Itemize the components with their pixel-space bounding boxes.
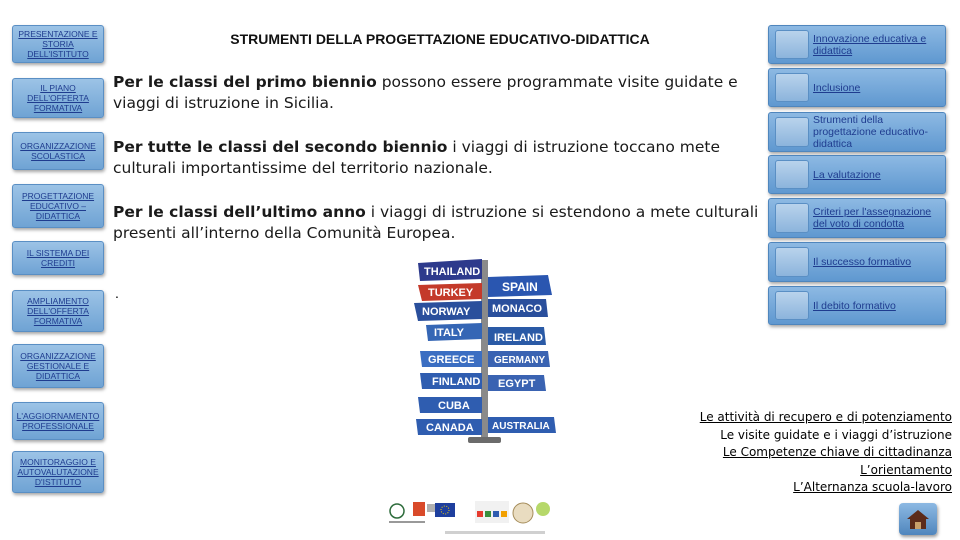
nav-aggiornamento[interactable] [12, 402, 104, 440]
paragraph-bold: Per le classi del primo biennio [113, 73, 377, 91]
paragraph-primo-biennio [113, 72, 763, 114]
button-square-icon [775, 30, 809, 59]
nav-innovazione[interactable] [768, 25, 946, 64]
nav-label: Strumenti della progettazione educativo-didattica [813, 114, 928, 150]
nav-label: AMPLIAMENTO DELL'OFFERTA FORMATIVA [27, 296, 89, 326]
link-visite-guidate[interactable]: Le visite guidate e i viaggi d’istruzione [720, 427, 952, 442]
link-orientamento[interactable]: L’orientamento [860, 462, 952, 477]
svg-text:FINLAND: FINLAND [432, 376, 481, 388]
nav-label: ORGANIZZAZIONE GESTIONALE E DIDATTICA [20, 351, 96, 381]
button-square-icon [775, 73, 809, 102]
button-square-icon [775, 117, 809, 147]
nav-label: Il debito formativo [813, 299, 896, 312]
nav-label: Il successo formativo [813, 256, 912, 268]
nav-presentazione[interactable] [12, 25, 104, 63]
link-competenze-chiave[interactable]: Le Competenze chiave di cittadinanza [722, 445, 952, 459]
nav-label: Criteri per l'assegnazione del voto di condotta [813, 206, 932, 230]
paragraph-secondo-biennio [113, 137, 763, 179]
button-square-icon [775, 291, 809, 320]
nav-progettazione[interactable] [12, 184, 104, 228]
sign-australia [488, 417, 556, 433]
partner-logos [385, 497, 555, 539]
button-square-icon [775, 160, 809, 189]
school-seal-logo [513, 503, 533, 523]
svg-text:SPAIN: SPAIN [502, 280, 538, 294]
sign-spain [488, 275, 552, 297]
sign-cuba [418, 397, 482, 413]
home-icon [899, 503, 937, 535]
nav-label: PRESENTAZIONE E STORIA DELL'ISTITUTO [18, 29, 98, 59]
home-button[interactable] [899, 503, 937, 535]
green-emblem-logo [536, 502, 550, 516]
nav-label: Innovazione educativa e didattica [813, 32, 927, 57]
nav-inclusione[interactable] [768, 68, 946, 107]
nav-label: La valutazione [813, 168, 881, 181]
link-recupero-potenziamento[interactable]: Le attività di recupero e di potenziamento [699, 410, 952, 424]
sign-germany [488, 351, 550, 367]
sign-turkey [418, 283, 482, 301]
nav-ampliamento[interactable] [12, 290, 104, 332]
nav-label: MONITORAGGIO E AUTOVALUTAZIONE D'ISTITUTO [17, 457, 99, 487]
nav-label: IL PIANO DELL'OFFERTA FORMATIVA [27, 83, 89, 113]
nav-organizzazione-gestionale[interactable] [12, 344, 104, 388]
nav-debito-formativo[interactable] [768, 286, 946, 325]
sign-canada [416, 419, 482, 435]
nav-label: IL SISTEMA DEI CREDITI [26, 248, 90, 268]
svg-text:CANADA: CANADA [426, 422, 474, 434]
nav-label: ORGANIZZAZIONE SCOLASTICA [20, 141, 96, 161]
svg-text:THAILAND: THAILAND [424, 266, 481, 278]
sign-egypt [488, 375, 546, 391]
paragraph-text: i viaggi di istruzione toccano mete culturali importantissime del territorio nazionale. [113, 138, 721, 177]
nav-successo-formativo[interactable] [768, 242, 946, 282]
svg-text:ITALY: ITALY [434, 327, 464, 339]
paragraph-bold: Per le classi dell’ultimo anno [113, 203, 366, 221]
svg-text:IRELAND: IRELAND [494, 332, 543, 344]
nav-sistema-crediti[interactable] [12, 241, 104, 275]
signpost-pole [481, 260, 488, 442]
button-square-icon [775, 247, 809, 277]
sign-monaco [488, 299, 548, 317]
sign-norway [414, 301, 482, 321]
nav-label: Inclusione [813, 81, 861, 94]
sign-greece [420, 351, 482, 367]
eu-flag-logo [435, 503, 455, 517]
nav-monitoraggio[interactable] [12, 451, 104, 493]
nav-organizzazione-scolastica[interactable] [12, 132, 104, 170]
sign-thailand [418, 259, 482, 281]
paragraph-text: possono essere programmate visite guidate e viaggi di istruzione in Sicilia. [113, 73, 738, 112]
svg-text:NORWAY: NORWAY [422, 306, 471, 318]
nav-label: PROGETTAZIONE EDUCATIVO – DIDATTICA [21, 191, 95, 221]
svg-text:CUBA: CUBA [438, 400, 470, 412]
svg-text:AUSTRALIA: AUSTRALIA [492, 421, 550, 432]
pon-logo [475, 501, 509, 523]
stray-dot: . [115, 285, 119, 301]
link-alternanza[interactable]: L’Alternanza scuola-lavoro [793, 480, 952, 494]
related-links [700, 409, 952, 497]
paragraph-text: i viaggi di istruzione si estendono a mete culturali presenti all’interno della Comunità Europea. [113, 203, 759, 242]
svg-text:EGYPT: EGYPT [498, 378, 536, 390]
svg-text:TURKEY: TURKEY [428, 287, 474, 299]
sign-finland [420, 373, 482, 389]
sign-ireland [488, 327, 546, 345]
signpost-image [398, 255, 573, 445]
nav-strumenti-progettazione[interactable] [768, 112, 946, 152]
svg-text:GERMANY: GERMANY [494, 355, 546, 366]
nav-piano-offerta[interactable] [12, 78, 104, 118]
svg-text:MONACO: MONACO [492, 303, 543, 315]
nav-valutazione[interactable] [768, 155, 946, 194]
page-title: STRUMENTI DELLA PROGETTAZIONE EDUCATIVO-DIDATTICA [230, 31, 650, 47]
button-square-icon [775, 203, 809, 233]
paragraph-ultimo-anno [113, 202, 763, 244]
nav-label: L'AGGIORNAMENTO PROFESSIONALE [16, 411, 100, 431]
signpost-base [468, 437, 501, 443]
paragraph-bold: Per tutte le classi del secondo biennio [113, 138, 448, 156]
sign-italy [426, 323, 482, 341]
nav-voto-condotta[interactable] [768, 198, 946, 238]
svg-text:GREECE: GREECE [428, 354, 475, 366]
